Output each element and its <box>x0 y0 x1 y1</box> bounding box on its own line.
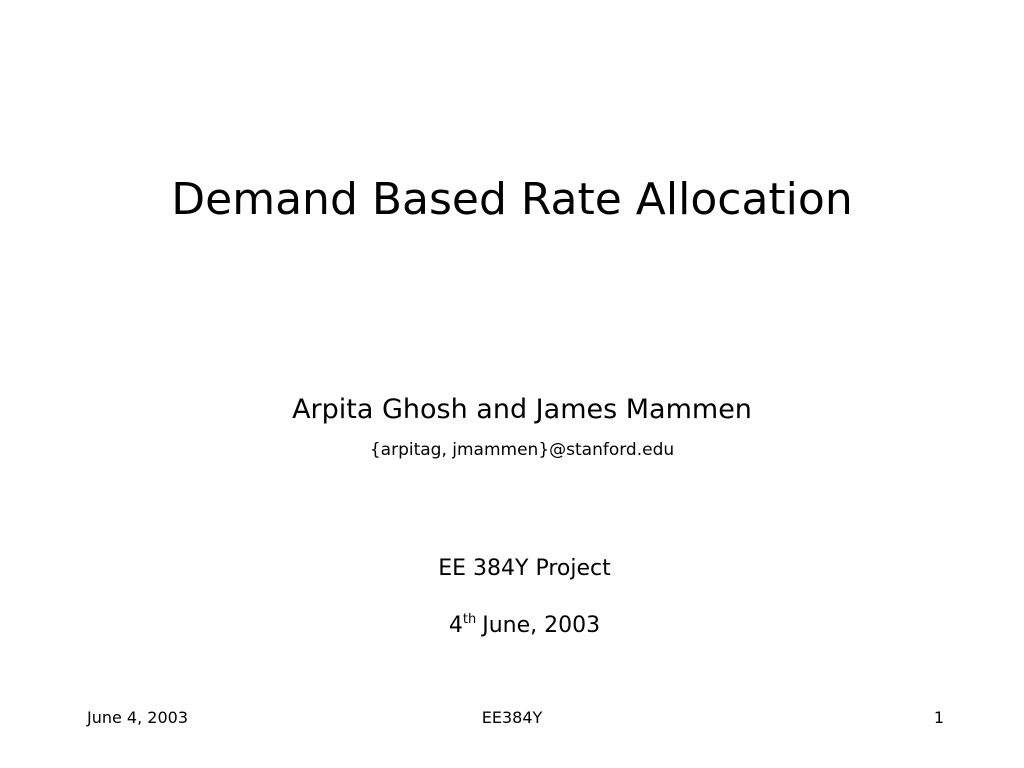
date-ordinal-suffix: th <box>462 612 477 627</box>
footer-date: June 4, 2003 <box>87 708 188 727</box>
date-month-year: June, 2003 <box>482 613 601 638</box>
presentation-date <box>0 603 1024 643</box>
project-name: EE 384Y Project <box>438 556 611 581</box>
slide-number: 1 <box>933 708 944 727</box>
author-names: Arpita Ghosh and James Mammen <box>292 394 752 425</box>
date-day: 4 <box>448 613 463 638</box>
footer-course: EE384Y <box>481 708 543 727</box>
slide-title: Demand Based Rate Allocation <box>171 174 853 225</box>
author-email: {arpitag, jmammen}@stanford.edu <box>369 440 675 460</box>
